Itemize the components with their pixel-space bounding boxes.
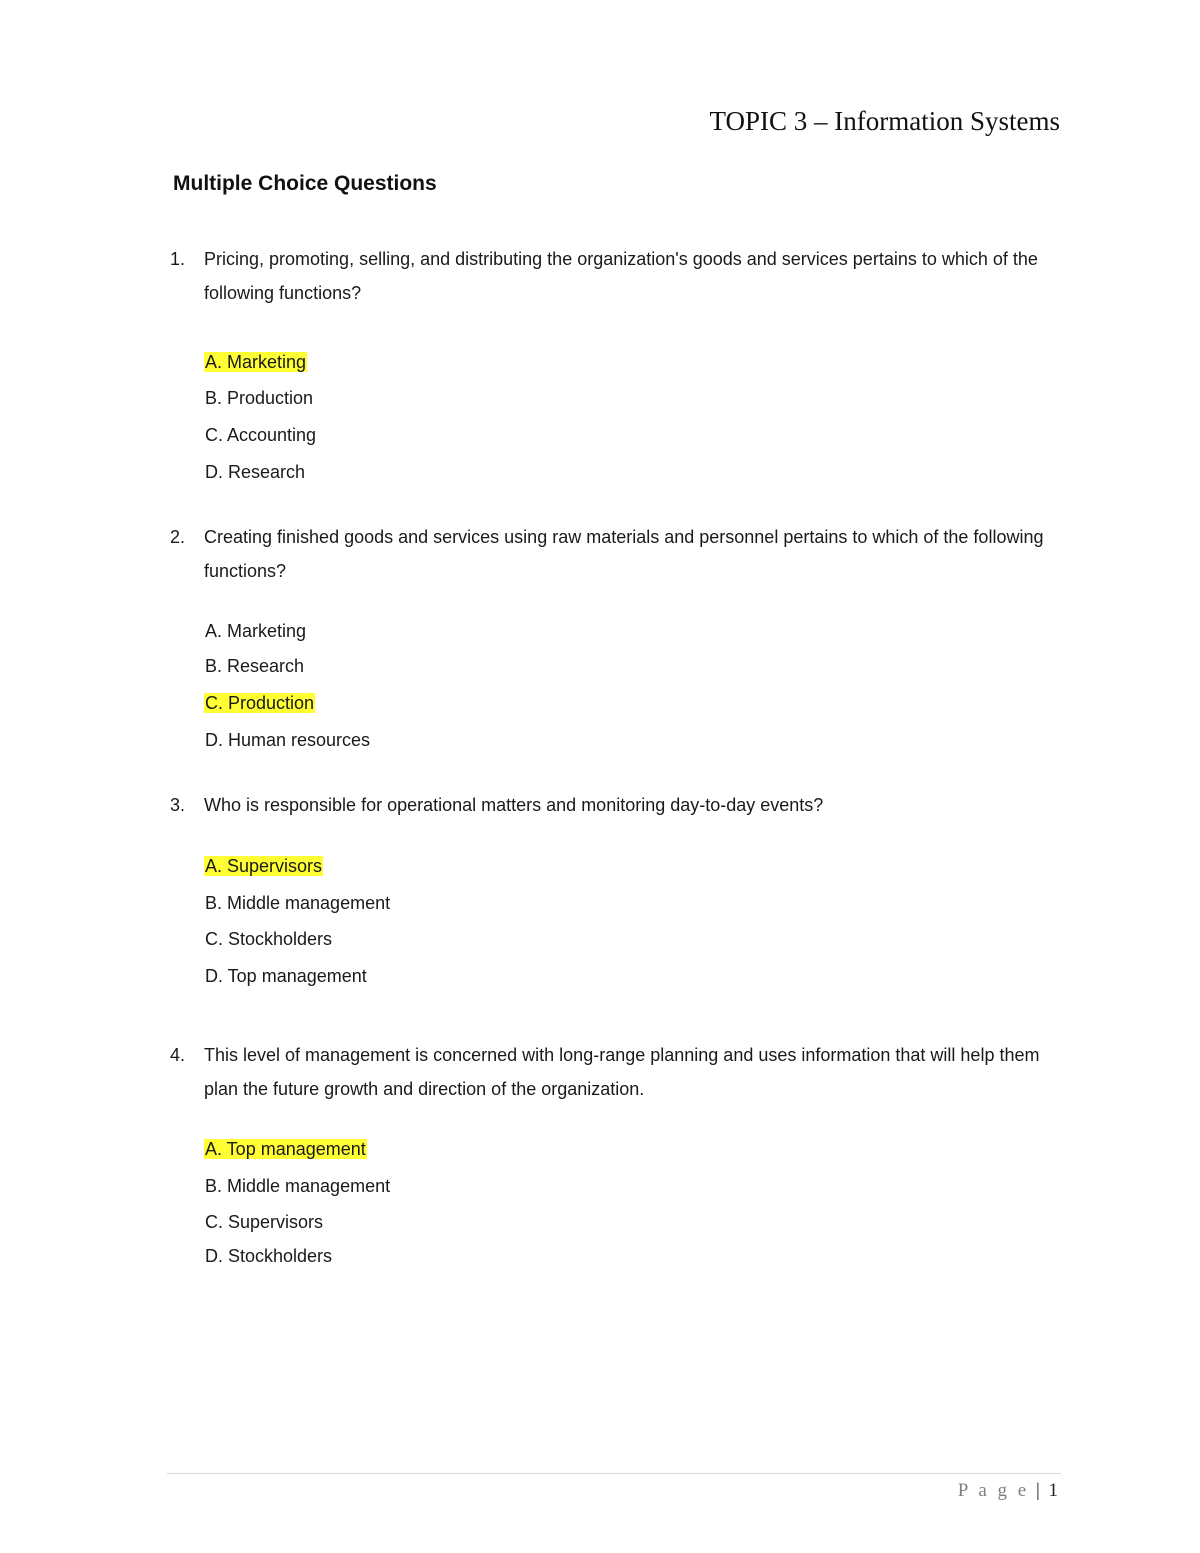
answer-option xyxy=(204,619,307,643)
answer-option-label: C. Production xyxy=(205,693,315,713)
question-text: Who is responsible for operational matters and monitoring day-to-day events? xyxy=(204,795,824,815)
footer-divider xyxy=(167,1473,1061,1474)
answer-option xyxy=(204,654,305,678)
question-number: 2. xyxy=(170,527,186,547)
answer-option-label: B. Production xyxy=(205,388,314,408)
answer-option-label: B. Middle management xyxy=(205,1176,391,1196)
answer-option xyxy=(204,460,306,484)
question-stem xyxy=(170,788,1050,822)
answer-option-label: A. Top management xyxy=(205,1139,366,1159)
answer-option xyxy=(204,1244,333,1268)
question-2 xyxy=(170,520,1050,750)
answer-option xyxy=(204,1210,324,1234)
question-stem xyxy=(170,520,1050,588)
correct-answer-option xyxy=(204,1137,367,1161)
page-label: P a g e xyxy=(957,1480,1030,1501)
answer-option-label: C. Supervisors xyxy=(205,1212,324,1232)
question-3 xyxy=(170,788,1050,986)
page-title: TOPIC 3 – Information Systems xyxy=(709,106,1060,136)
answer-option-label: C. Accounting xyxy=(205,425,317,445)
answer-option xyxy=(204,423,317,447)
answer-option-label: B. Research xyxy=(205,656,305,676)
question-text: Pricing, promoting, selling, and distributing the organization's goods and services pertains to which of the following functions? xyxy=(204,249,1038,303)
question-number: 1. xyxy=(170,249,186,269)
answer-option xyxy=(204,1174,391,1198)
answer-option xyxy=(204,964,368,988)
answer-option-label: D. Research xyxy=(205,462,306,482)
answer-option-label: D. Human resources xyxy=(205,730,371,750)
question-stem xyxy=(170,1038,1050,1106)
answer-option-label: D. Stockholders xyxy=(205,1246,333,1266)
correct-answer-option xyxy=(204,691,315,715)
answer-option xyxy=(204,728,371,752)
answer-option xyxy=(204,927,333,951)
question-number: 4. xyxy=(170,1045,186,1065)
question-4 xyxy=(170,1038,1050,1266)
correct-answer-option xyxy=(204,350,307,374)
section-heading: Multiple Choice Questions xyxy=(173,172,437,195)
question-text: Creating finished goods and services using raw materials and personnel pertains to which of the following functions? xyxy=(204,527,1044,581)
correct-answer-option xyxy=(204,854,323,878)
answer-option xyxy=(204,891,391,915)
question-1 xyxy=(170,242,1050,482)
answer-option xyxy=(204,386,314,410)
answer-option-label: A. Marketing xyxy=(205,621,307,641)
question-text: This level of management is concerned with long-range planning and uses information that will help them plan the future growth and direction of the organization. xyxy=(204,1045,1040,1099)
answer-option-label: C. Stockholders xyxy=(205,929,333,949)
page-separator: | xyxy=(1035,1480,1040,1501)
page-footer xyxy=(958,1480,1058,1502)
answer-option-label: D. Top management xyxy=(205,966,367,986)
page-number: 1 xyxy=(1048,1480,1058,1501)
question-stem xyxy=(170,242,1050,310)
question-number: 3. xyxy=(170,795,186,815)
answer-option-label: B. Middle management xyxy=(205,893,391,913)
answer-option-label: A. Supervisors xyxy=(205,856,323,876)
answer-option-label: A. Marketing xyxy=(205,352,307,372)
